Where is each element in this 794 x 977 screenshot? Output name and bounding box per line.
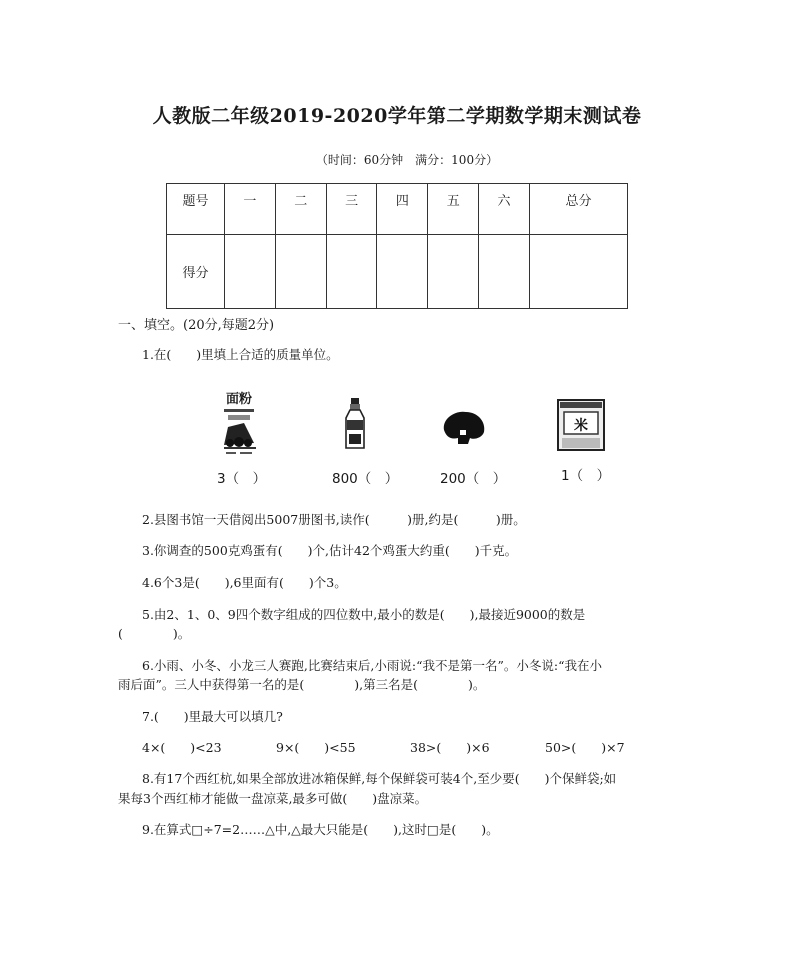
question-7: 7.( )里最大可以填几? xyxy=(142,709,283,724)
score-table-header: 总分 xyxy=(529,184,627,235)
score-table-score-row xyxy=(167,235,628,309)
score-table-header: 题号 xyxy=(167,184,225,235)
svg-text:米: 米 xyxy=(574,418,588,434)
score-row-label: 得分 xyxy=(167,235,225,309)
question-6-cont: 雨后面”。三人中获得第一名的是( ),第三名是( )。 xyxy=(118,677,486,692)
rice-sack-icon xyxy=(552,396,610,454)
question-3: 3.你调查的500克鸡蛋有( )个,估计42个鸡蛋大约重( )千克。 xyxy=(142,543,518,558)
question-8: 8.有17个西红杭,如果全部放进冰箱保鲜,每个保鲜袋可装4个,至少要( )个保鲜袋;如 xyxy=(142,771,617,786)
score-cell xyxy=(326,235,377,309)
image-caption-mushroom: 200（ ） xyxy=(440,471,507,487)
question-7-item: 9×( )<55 xyxy=(276,740,356,755)
mushroom-icon xyxy=(440,408,488,448)
flour-label: 面粉 xyxy=(225,392,252,407)
flour-bag-graphic xyxy=(214,407,264,461)
score-table-header: 一 xyxy=(225,184,276,235)
question-1: 1.在( )里填上合适的质量单位。 xyxy=(142,347,339,362)
flour-bag-icon xyxy=(214,393,264,461)
score-cell xyxy=(225,235,276,309)
page-title: 人教版二年级2019-2020学年第二学期数学期末测试卷 xyxy=(152,105,642,127)
question-8-cont: 果每3个西红柿才能做一盘凉菜,最多可做( )盘凉菜。 xyxy=(118,791,428,806)
score-cell xyxy=(428,235,479,309)
question-7-item: 4×( )<23 xyxy=(142,740,222,755)
question-7-item: 50>( )×7 xyxy=(545,740,625,755)
score-table-header: 三 xyxy=(326,184,377,235)
score-table-header: 五 xyxy=(428,184,479,235)
score-table-header-row xyxy=(167,184,628,235)
question-5: 5.由2、1、0、9四个数字组成的四位数中,最小的数是( ),最接近9000的数是 xyxy=(142,607,586,622)
score-cell xyxy=(377,235,428,309)
question-2: 2.县图书馆一天借阅出5007册图书,读作( )册,约是( )册。 xyxy=(142,512,526,527)
question-9: 9.在算式□÷7=2……△中,△最大只能是( ),这时□是( )。 xyxy=(142,822,499,837)
score-cell xyxy=(529,235,627,309)
exam-info: （时间：60分钟 满分：100分） xyxy=(315,153,499,167)
score-table-header: 四 xyxy=(377,184,428,235)
question-7-item: 38>( )×6 xyxy=(410,740,490,755)
image-caption-rice: 1（ ） xyxy=(561,468,611,484)
image-caption-bottle: 800（ ） xyxy=(332,471,399,487)
question-4: 4.6个3是( ),6里面有( )个3。 xyxy=(142,575,347,590)
score-table-header: 二 xyxy=(275,184,326,235)
score-table-header: 六 xyxy=(479,184,530,235)
bottle-icon xyxy=(341,396,369,450)
section-1-heading: 一、填空。(20分,每题2分) xyxy=(118,318,275,333)
question-6: 6.小雨、小冬、小龙三人赛跑,比赛结束后,小雨说:“我不是第一名”。小冬说:“我在小 xyxy=(142,658,602,673)
image-caption-flour: 3（ ） xyxy=(217,471,267,487)
score-table xyxy=(166,183,628,309)
question-5-cont: ( )。 xyxy=(118,626,191,641)
score-cell xyxy=(479,235,530,309)
score-cell xyxy=(275,235,326,309)
